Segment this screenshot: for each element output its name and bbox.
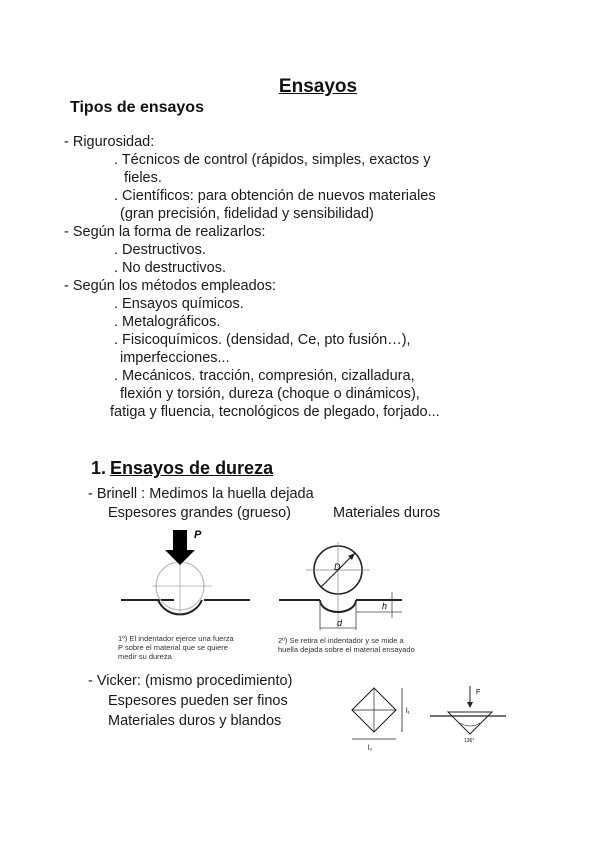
force-arrowhead [467, 702, 473, 708]
diameter-label: D [334, 562, 341, 572]
list-item-rigurosidad: - Rigurosidad: [64, 134, 155, 150]
l1-label: l₁ [406, 708, 410, 715]
force-arrow-shaft [173, 530, 187, 550]
fig1-caption-line2: P sobre el material que se quiere [118, 643, 228, 652]
list-item-metalograficos: . Metalográficos. [114, 314, 221, 330]
brinell-materiales: Materiales duros [333, 505, 441, 521]
list-item-mecanicos-cont1: flexión y torsión, dureza (choque o dinámicos), [120, 386, 420, 402]
section-number: 1. [91, 458, 107, 478]
fig2-caption-line2: huella dejada sobre el material ensayado [278, 645, 415, 654]
force-arrow-head [165, 550, 195, 565]
list-item-destructivos: . Destructivos. [114, 242, 206, 258]
list-item-fisicoquimicos: . Fisicoquímicos. (densidad, Ce, pto fusión…), [114, 332, 411, 348]
list-item-tecnicos: . Técnicos de control (rápidos, simples, exactos y [114, 152, 431, 168]
list-item-forma: - Según la forma de realizarlos: [64, 224, 266, 240]
pyramid-indenter [448, 712, 492, 734]
list-item-cientificos: . Científicos: para obtención de nuevos materiales [114, 188, 436, 204]
print-diameter-label: d [337, 618, 343, 628]
fig1-caption-line1: 1º) El indentador ejerce una fuerza [118, 634, 234, 643]
vicker-espesores: Espesores pueden ser finos [108, 693, 288, 709]
list-item-mecanicos: . Mecánicos. tracción, compresión, cizalladura, [114, 368, 415, 384]
list-item-tecnicos-cont: fieles. [124, 170, 162, 186]
section-heading-dureza [91, 458, 273, 479]
section-title: Ensayos de dureza [110, 458, 274, 478]
l2-label: l₂ [368, 745, 373, 752]
depth-label: h [382, 601, 388, 611]
vicker-materiales: Materiales duros y blandos [108, 713, 282, 729]
list-item-metodos: - Según los métodos empleados: [64, 278, 276, 294]
fig1-caption-line3: medir su dureza [118, 652, 172, 661]
list-item-cientificos-cont: (gran precisión, fidelidad y sensibilidad) [120, 206, 374, 222]
list-item-no-destructivos: . No destructivos. [114, 260, 227, 276]
angle-arc [460, 723, 480, 726]
brinell-figure-measure [276, 538, 416, 636]
subtitle: Tipos de ensayos [70, 99, 204, 116]
page-title: Ensayos [278, 76, 358, 97]
vicker-line: - Vicker: (mismo procedimiento) [88, 673, 293, 689]
vickers-figure-indenter [426, 682, 512, 746]
fig2-caption-line1: 2º) Se retira el indentador y se mide a [278, 636, 404, 645]
brinell-figure-indentation [118, 524, 258, 616]
list-item-fisicoquimicos-cont: imperfecciones... [120, 350, 230, 366]
brinell-espesores: Espesores grandes (grueso) [108, 505, 291, 521]
angle-label: 136° [464, 738, 475, 744]
list-item-mecanicos-cont2: fatiga y fluencia, tecnológicos de plegado, forjado... [110, 404, 440, 420]
vickers-figure-print [344, 682, 420, 754]
force-label: P [194, 529, 202, 541]
list-item-quimicos: . Ensayos químicos. [114, 296, 244, 312]
brinell-line: - Brinell : Medimos la huella dejada [88, 486, 314, 502]
force-label: F [476, 689, 481, 696]
